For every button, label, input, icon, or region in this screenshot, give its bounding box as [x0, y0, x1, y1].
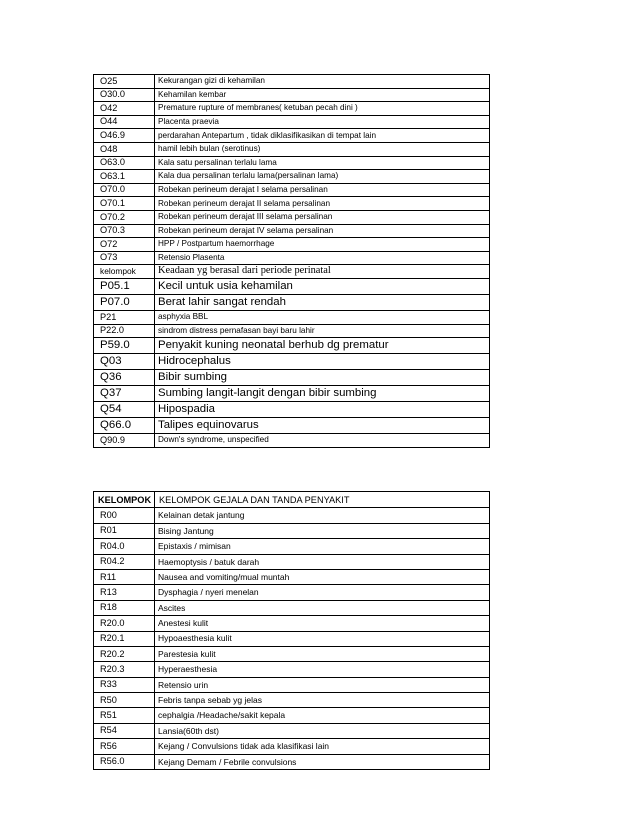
code-cell: O70.2 — [94, 210, 155, 224]
table-row — [94, 197, 490, 211]
description-cell: Robekan perineum derajat III selama persalinan — [155, 210, 490, 224]
code-cell: O70.0 — [94, 183, 155, 197]
code-cell: O72 — [94, 238, 155, 252]
description-cell: Placenta praevia — [155, 115, 490, 129]
table-row — [94, 693, 490, 708]
table-row — [94, 677, 490, 692]
description-cell: Haemoptysis / batuk darah — [155, 554, 490, 569]
table-row — [94, 310, 490, 324]
description-cell: Robekan perineum derajat IV selama persalinan — [155, 224, 490, 238]
table-row — [94, 183, 490, 197]
code-cell: R01 — [94, 523, 155, 538]
table-row — [94, 338, 490, 354]
code-cell: R20.2 — [94, 646, 155, 661]
code-cell: P59.0 — [94, 338, 155, 354]
code-cell: R13 — [94, 585, 155, 600]
description-cell: Robekan perineum derajat I selama persalinan — [155, 183, 490, 197]
description-cell: Kehamilan kembar — [155, 88, 490, 102]
description-cell: Kejang / Convulsions tidak ada klasifikasi lain — [155, 739, 490, 754]
description-cell: Kekurangan gizi di kehamilan — [155, 75, 490, 89]
table-row — [94, 418, 490, 434]
code-cell: R50 — [94, 693, 155, 708]
table-row — [94, 600, 490, 615]
description-cell: cephalgia /Headache/sakit kepala — [155, 708, 490, 723]
table-row — [94, 739, 490, 754]
description-cell: Nausea and vomiting/mual muntah — [155, 569, 490, 584]
code-cell: O73 — [94, 251, 155, 265]
code-cell: Q66.0 — [94, 418, 155, 434]
description-cell: Kejang Demam / Febrile convulsions — [155, 754, 490, 769]
table-row — [94, 708, 490, 723]
description-cell: Down's syndrome, unspecified — [155, 434, 490, 448]
code-cell: R11 — [94, 569, 155, 584]
code-cell: O70.3 — [94, 224, 155, 238]
table-row — [94, 129, 490, 143]
description-cell: HPP / Postpartum haemorrhage — [155, 238, 490, 252]
group-title-cell: Keadaan yg berasal dari periode perinatal — [155, 265, 490, 279]
code-cell: P21 — [94, 310, 155, 324]
code-cell: R18 — [94, 600, 155, 615]
table-row — [94, 170, 490, 184]
description-cell: Lansia(60th dst) — [155, 723, 490, 738]
description-cell: Bising Jantung — [155, 523, 490, 538]
icd-table-obstetric-perinatal — [93, 74, 490, 448]
description-cell: Retensio Plasenta — [155, 251, 490, 265]
code-cell: R56 — [94, 739, 155, 754]
code-cell: R20.1 — [94, 631, 155, 646]
code-cell: R04.0 — [94, 539, 155, 554]
code-cell: R33 — [94, 677, 155, 692]
code-cell: O63.1 — [94, 170, 155, 184]
table-row — [94, 251, 490, 265]
table-row — [94, 386, 490, 402]
table-row — [94, 354, 490, 370]
description-cell: Ascites — [155, 600, 490, 615]
description-cell: Epistaxis / mimisan — [155, 539, 490, 554]
table-row — [94, 434, 490, 448]
description-cell: Kecil untuk usia kehamilan — [155, 278, 490, 294]
code-cell: O46.9 — [94, 129, 155, 143]
table-row — [94, 115, 490, 129]
description-cell: hamil lebih bulan (serotinus) — [155, 142, 490, 156]
description-cell: Anestesi kulit — [155, 616, 490, 631]
table-row — [94, 88, 490, 102]
table-row — [94, 142, 490, 156]
table-row — [94, 324, 490, 338]
table-row — [94, 210, 490, 224]
description-cell: Kelainan detak jantung — [155, 508, 490, 523]
description-cell: Hyperaesthesia — [155, 662, 490, 677]
code-cell: Q03 — [94, 354, 155, 370]
code-cell: Q36 — [94, 370, 155, 386]
description-cell: Penyakit kuning neonatal berhub dg prematur — [155, 338, 490, 354]
code-cell: R51 — [94, 708, 155, 723]
table-row — [94, 723, 490, 738]
description-cell: perdarahan Antepartum , tidak diklasifikasikan di tempat lain — [155, 129, 490, 143]
table-row — [94, 278, 490, 294]
column-header-kelompok: KELOMPOK — [94, 492, 155, 508]
description-cell: Kala satu persalinan terlalu lama — [155, 156, 490, 170]
code-cell: O70.1 — [94, 197, 155, 211]
description-cell: Febris tanpa sebab yg jelas — [155, 693, 490, 708]
code-cell: O42 — [94, 102, 155, 116]
group-row — [94, 265, 490, 279]
table-header-row — [94, 492, 490, 508]
table-row — [94, 569, 490, 584]
code-cell: Q37 — [94, 386, 155, 402]
code-cell: R00 — [94, 508, 155, 523]
table-row — [94, 224, 490, 238]
table-row — [94, 508, 490, 523]
code-cell: O63.0 — [94, 156, 155, 170]
description-cell: Robekan perineum derajat II selama persalinan — [155, 197, 490, 211]
code-cell: P05.1 — [94, 278, 155, 294]
description-cell: Hidrocephalus — [155, 354, 490, 370]
table-row — [94, 294, 490, 310]
table-row — [94, 554, 490, 569]
table-row — [94, 75, 490, 89]
description-cell: Kala dua persalinan terlalu lama(persalinan lama) — [155, 170, 490, 184]
table-row — [94, 370, 490, 386]
code-cell: R20.3 — [94, 662, 155, 677]
group-label-cell: kelompok — [94, 265, 155, 279]
table-row — [94, 238, 490, 252]
table-row — [94, 523, 490, 538]
description-cell: Talipes equinovarus — [155, 418, 490, 434]
table-row — [94, 616, 490, 631]
description-cell: Berat lahir sangat rendah — [155, 294, 490, 310]
description-cell: Hypoaesthesia kulit — [155, 631, 490, 646]
code-cell: R56.0 — [94, 754, 155, 769]
code-cell: R04.2 — [94, 554, 155, 569]
code-cell: O30.0 — [94, 88, 155, 102]
table-row — [94, 539, 490, 554]
description-cell: Premature rupture of membranes( ketuban pecah dini ) — [155, 102, 490, 116]
table-row — [94, 585, 490, 600]
table-row — [94, 662, 490, 677]
code-cell: O48 — [94, 142, 155, 156]
table-row — [94, 646, 490, 661]
table-row — [94, 402, 490, 418]
code-cell: R54 — [94, 723, 155, 738]
code-cell: Q54 — [94, 402, 155, 418]
table-row — [94, 754, 490, 769]
table-row — [94, 102, 490, 116]
description-cell: Sumbing langit-langit dengan bibir sumbing — [155, 386, 490, 402]
table-row — [94, 156, 490, 170]
code-cell: O44 — [94, 115, 155, 129]
description-cell: Dysphagia / nyeri menelan — [155, 585, 490, 600]
description-cell: Parestesia kulit — [155, 646, 490, 661]
code-cell: P22.0 — [94, 324, 155, 338]
description-cell: asphyxia BBL — [155, 310, 490, 324]
table-row — [94, 631, 490, 646]
description-cell: Hipospadia — [155, 402, 490, 418]
description-cell: Bibir sumbing — [155, 370, 490, 386]
column-header-description: KELOMPOK GEJALA DAN TANDA PENYAKIT — [155, 492, 490, 508]
code-cell: R20.0 — [94, 616, 155, 631]
code-cell: Q90.9 — [94, 434, 155, 448]
icd-table-symptoms-signs — [93, 491, 490, 770]
code-cell: P07.0 — [94, 294, 155, 310]
description-cell: sindrom distress pernafasan bayi baru lahir — [155, 324, 490, 338]
description-cell: Retensio urin — [155, 677, 490, 692]
code-cell: O25 — [94, 75, 155, 89]
